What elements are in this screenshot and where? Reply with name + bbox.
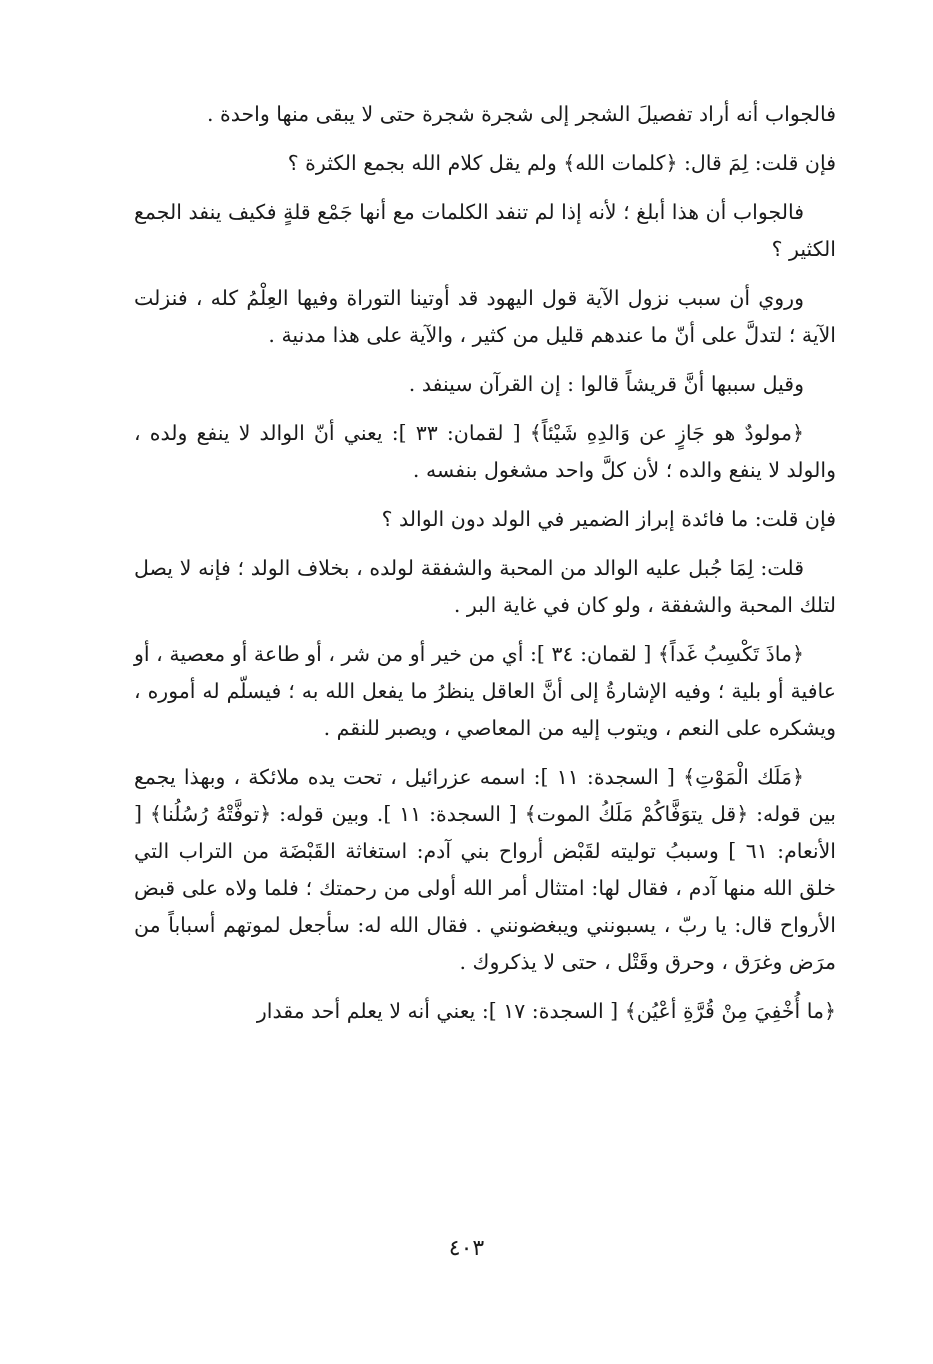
paragraph-revelation-cause: وروي أن سبب نزول الآية قول اليهود قد أوتينا التوراة وفيها العِلْمُ كله ، فنزلت الآية ؛ لتدلَّ على أنّ ما عندهم قليل من كثير ، والآية على هذا مدنية . [134,286,836,347]
paragraph-question-pronoun: فإن قلت: ما فائدة إبراز الضمير في الولد دون الوالد ؟ [381,507,836,531]
paragraph-answer-trees: فالجواب أنه أراد تفصيلَ الشجر إلى شجرة شجرة حتى لا يبقى منها واحدة . [206,102,836,126]
paragraph-verse-luqman-33: ﴿مولودٌ هو جَازٍ عن وَالدِهِ شَيْئاً﴾ [ لقمان: ٣٣ ]: يعني أنّ الوالد لا ينفع ولده ، والولد لا ينفع والده ؛ لأن كلَّ واحد مشغول بنفسه . [134,421,836,482]
paragraph-verse-sajda-17: ﴿ما أُخْفِيَ مِنْ قُرَّةِ أعْيُن﴾ [ السجدة: ١٧ ]: يعني أنه لا يعلم أحد مقدار [256,999,836,1023]
paragraph-answer-eloquence: فالجواب أن هذا أبلغ ؛ لأنه إذا لم تنفد الكلمات مع أنها جَمْع قلةٍ فكيف ينفد الجمع الكثير ؟ [134,200,836,261]
page-number: ٤٠٣ [448,1236,485,1261]
paragraph-question-words: فإن قلت: لِمَ قال: ﴿كلمات الله﴾ ولم يقل كلام الله بجمع الكثرة ؟ [287,151,836,175]
paragraph-verse-luqman-34: ﴿ماذَ تَكْسِبُ غَداً﴾ [ لقمان: ٣٤ ]: أي من خير أو من شر ، أو طاعة أو معصية ، أو عافية أو بلية ؛ وفيه الإشارةُ إلى أنَّ العاقل ينظرُ ما يفعل الله به ؛ فيسلّم له أموره ، ويشكره على النعم ، ويتوب إليه من المعاصي ، ويصبر للنقم . [134,642,836,740]
paragraph-quraysh: وقيل سببها أنَّ قريشاً قالوا : إن القرآن سينفد . [408,372,804,396]
paragraph-angel-of-death: ﴿مَلَك الْمَوْتِ﴾ [ السجدة: ١١ ]: اسمه عزرائيل ، تحت يده ملائكة ، وبهذا يجمع بين قوله: ﴿قل يتوَفَّاكُمْ مَلَكُ الموت﴾ [ السجدة: ١١ ]. وبين قوله: ﴿توفَّتْهُ رُسُلُنا﴾ [ الأنعام: ٦١ ] وسببُ توليته لقَبْض أرواح بني آدم: استغاثة القَبْضَة من التراب التي خلق الله منها آدم ، فقال لها: امتثال أمر الله أولى من رحمتك ؛ فلما ولاه على قبض الأرواح قال: يا ربّ ، يسبونني ويبغضونني . فقال الله له: سأجعل لموتهم أسباباً من مرَض وغرَق ، وحرق وقَتْل ، حتى لا يذكروك . [134,765,837,974]
paragraph-answer-pronoun: قلت: لِمَا جُبل عليه الوالد من المحبة والشفقة لولده ، بخلاف الولد ؛ فإنه لا يصل لتلك المحبة والشفقة ، ولو كان في غاية البر . [134,556,836,617]
book-page [134,96,836,1276]
